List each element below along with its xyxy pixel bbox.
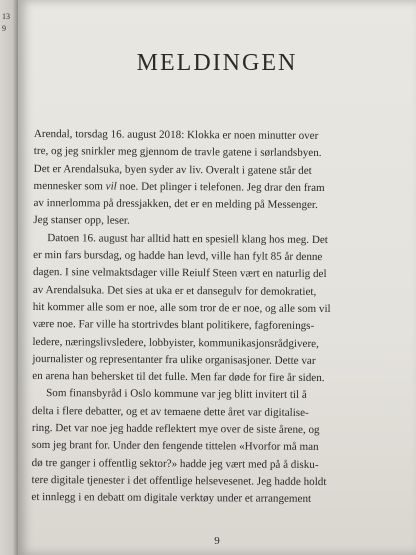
emphasis-word: vil xyxy=(105,180,117,193)
text-line: ledere, næringslivsledere, lobbyister, kommunikasjonsrådgivere, xyxy=(32,335,319,350)
text-line: ring. Det var noe jeg hadde reflektert mye over de siste årene, og xyxy=(31,422,320,437)
text-line: tre, og jeg snirkler meg gjennom de travle gatene i sørlandsbyen. xyxy=(33,145,322,160)
text-line: dagen. I sine velmaktsdager ville Reiulf Steen vært en naturlig del xyxy=(32,266,327,281)
text-line: Arendal, torsdag 16. august 2018: Klokka er noen minutter over xyxy=(33,127,319,142)
text-line: delta i flere debatter, og et av temaene dette året var digitalise- xyxy=(31,404,309,419)
previous-page-number: 9 xyxy=(2,24,6,33)
book-page xyxy=(18,0,416,555)
text-line: tere digitale tjenester i det offentlige helsevesenet. Jeg hadde holdt xyxy=(31,473,327,488)
text-line: en arena han behersket til det fulle. Men far døde for fire år siden. xyxy=(32,370,325,385)
text-line: er min fars bursdag, og hadde han levd, ville han fylt 85 år denne xyxy=(33,249,323,264)
previous-page-number: 13 xyxy=(2,12,10,21)
body-text xyxy=(31,126,404,509)
text-line: Det er Arendalsuka, byen syder av liv. Overalt i gatene står det xyxy=(33,162,312,177)
text-line: et innlegg i en debatt om digitale verktøy under et arrangement xyxy=(31,491,312,506)
text-line: Jeg stanser opp, leser. xyxy=(33,214,130,228)
text-line: hit kommer alle som er noe, alle som tror de er noe, og alle som vil xyxy=(32,300,331,316)
text-line: journalister og representanter fra ulike organisasjoner. Dette var xyxy=(32,352,316,367)
text-line-part: noe. Det plinger i telefonen. Jeg drar den fram xyxy=(116,180,325,194)
text-line-part: mennesker som xyxy=(33,179,106,193)
text-line: dø tre ganger i offentlig sektor?» hadde jeg vært med på å disku- xyxy=(31,456,319,471)
text-line: Datoen 16. august har alltid hatt en spesiell klang hos meg. Det xyxy=(47,231,328,246)
text-line: Som finansbyråd i Oslo kommune var jeg blitt invitert til å xyxy=(46,387,307,402)
text-line: av innerlomma på dressjakken, det er en melding på Messenger. xyxy=(33,197,318,212)
page-number: 9 xyxy=(214,535,220,547)
previous-page-edge xyxy=(0,0,18,555)
text-line: være noe. Far ville ha stortrivdes blant politikere, fagforenings- xyxy=(32,318,315,333)
chapter-title: MELDINGEN xyxy=(136,50,298,76)
text-line: som jeg brant for. Under den fengende tittelen «Hvorfor må man xyxy=(31,439,319,454)
text-line: av Arendalsuka. Det sies at uka er et dansegulv for demokratiet, xyxy=(32,283,317,298)
